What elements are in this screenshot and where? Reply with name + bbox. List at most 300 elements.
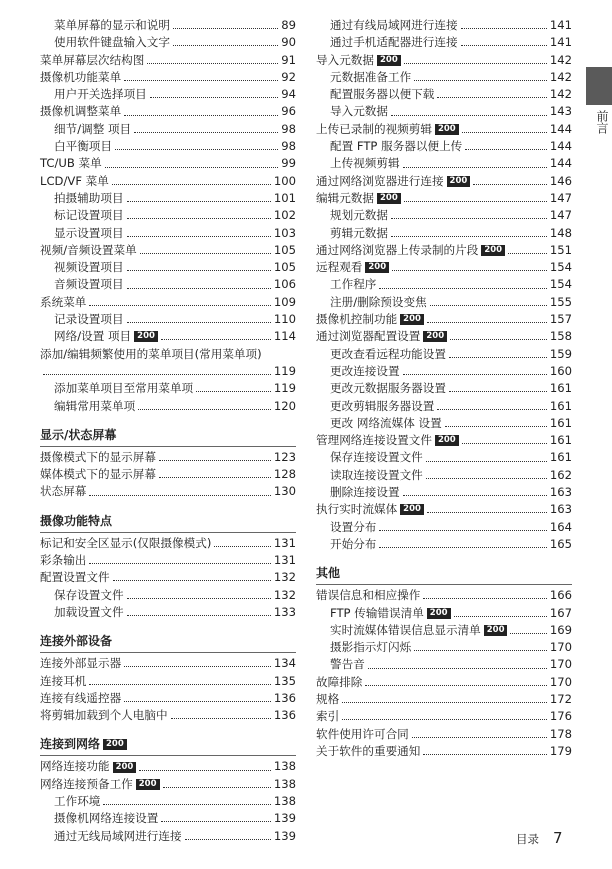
section-heading bbox=[40, 511, 296, 531]
toc-entry-label: 记录设置项目 bbox=[54, 312, 124, 327]
toc-page-number: 170 bbox=[549, 640, 572, 655]
section-heading bbox=[40, 734, 296, 754]
toc-entry[interactable] bbox=[316, 380, 572, 397]
toc-entry[interactable] bbox=[316, 86, 572, 103]
dot-leader bbox=[510, 633, 546, 634]
toc-entry[interactable] bbox=[40, 776, 296, 793]
toc-page-number: 144 bbox=[549, 121, 572, 136]
toc-entry-label: 通过有线局域网进行连接 bbox=[330, 18, 458, 32]
toc-page-number: 157 bbox=[549, 312, 572, 327]
toc-entry-label: 标记设置项目 bbox=[54, 208, 124, 223]
toc-entry-label: 保存设置文件 bbox=[54, 587, 124, 602]
model-badge: 200 bbox=[400, 504, 424, 515]
toc-entry[interactable] bbox=[316, 155, 572, 172]
toc-right-column bbox=[316, 17, 572, 760]
toc-entry[interactable] bbox=[316, 34, 572, 51]
model-badge: 200 bbox=[377, 55, 401, 66]
toc-page-number: 169 bbox=[549, 622, 572, 637]
toc-page-number: 98 bbox=[281, 139, 296, 154]
toc-entry[interactable] bbox=[40, 604, 296, 621]
toc-entry[interactable] bbox=[40, 52, 296, 69]
toc-page-number: 162 bbox=[549, 467, 572, 482]
model-badge: 200 bbox=[103, 739, 127, 750]
toc-entry[interactable] bbox=[40, 690, 296, 707]
dot-leader bbox=[473, 184, 547, 185]
dot-leader bbox=[161, 339, 271, 340]
toc-page-number: 105 bbox=[273, 260, 296, 275]
dot-leader bbox=[404, 201, 547, 202]
toc-page-number: 161 bbox=[549, 398, 572, 413]
toc-entry-label: 视频设置项目 bbox=[54, 260, 124, 275]
toc-entry-label: 编辑元数据 bbox=[316, 190, 374, 205]
toc-entry[interactable] bbox=[40, 103, 296, 120]
toc-entry-label: 网络/设置 项目 bbox=[54, 329, 132, 344]
toc-entry[interactable] bbox=[316, 587, 572, 604]
toc-page-number: 123 bbox=[273, 449, 296, 464]
toc-page-number: 160 bbox=[549, 363, 572, 378]
toc-entry[interactable] bbox=[316, 449, 572, 466]
toc-entry[interactable] bbox=[316, 207, 572, 224]
toc-entry[interactable] bbox=[316, 691, 572, 708]
toc-entry-label: 故障排除 bbox=[316, 674, 363, 689]
toc-page-number: 166 bbox=[549, 588, 572, 603]
dot-leader bbox=[138, 409, 271, 410]
dot-leader bbox=[449, 391, 547, 392]
toc-entry[interactable] bbox=[40, 276, 296, 293]
toc-entry-label: 上传已录制的视频剪辑 bbox=[316, 121, 432, 136]
toc-entry[interactable] bbox=[316, 536, 572, 553]
toc-page-number: 101 bbox=[273, 190, 296, 205]
dot-leader bbox=[127, 615, 271, 616]
model-badge: 200 bbox=[377, 193, 401, 204]
toc-entry[interactable] bbox=[316, 225, 572, 242]
toc-entry[interactable] bbox=[40, 363, 296, 380]
toc-entry-label: 细节/调整 项目 bbox=[54, 121, 132, 136]
dot-leader bbox=[414, 650, 547, 651]
toc-page-number: 110 bbox=[273, 312, 296, 327]
dot-leader bbox=[127, 322, 271, 323]
toc-entry[interactable] bbox=[40, 173, 296, 190]
toc-entry-label: 白平衡项目 bbox=[54, 139, 112, 154]
toc-entry[interactable] bbox=[40, 793, 296, 810]
toc-page-number: 142 bbox=[549, 69, 572, 84]
toc-page-number: 163 bbox=[549, 502, 572, 517]
dot-leader bbox=[173, 28, 278, 29]
model-badge: 200 bbox=[427, 608, 451, 619]
toc-entry-label: 摄像机功能菜单 bbox=[40, 69, 122, 84]
toc-entry-label: 通过网络浏览器进行连接 bbox=[316, 173, 444, 188]
toc-entry[interactable] bbox=[316, 432, 572, 449]
toc-entry[interactable] bbox=[40, 155, 296, 172]
toc-page-number: 90 bbox=[281, 35, 296, 50]
dot-leader bbox=[124, 115, 278, 116]
toc-page-number: 98 bbox=[281, 121, 296, 136]
toc-entry[interactable] bbox=[40, 758, 296, 775]
toc-page-number: 132 bbox=[273, 587, 296, 602]
toc-entry[interactable] bbox=[316, 467, 572, 484]
dot-leader bbox=[89, 563, 270, 564]
toc-entry-label: 通过浏览器配置设置 bbox=[316, 329, 421, 344]
toc-entry[interactable] bbox=[316, 17, 572, 34]
toc-entry[interactable] bbox=[40, 587, 296, 604]
toc-entry[interactable] bbox=[316, 363, 572, 380]
section-heading-text: 连接到网络 bbox=[40, 737, 101, 752]
dot-leader bbox=[404, 63, 547, 64]
dot-leader bbox=[365, 685, 546, 686]
dot-leader bbox=[412, 737, 547, 738]
toc-entry-label: TC/UB 菜单 bbox=[40, 156, 102, 171]
page-footer bbox=[516, 829, 563, 847]
toc-page-number: 92 bbox=[281, 69, 296, 84]
toc-entry[interactable] bbox=[316, 276, 572, 293]
toc-entry[interactable] bbox=[40, 294, 296, 311]
toc-entry-label: 更改 网络流媒体 设置 bbox=[330, 415, 442, 430]
dot-leader bbox=[159, 477, 271, 478]
toc-entry-label: 音频设置项目 bbox=[54, 277, 124, 292]
toc-page-number: 100 bbox=[273, 173, 296, 188]
toc-entry-label: 管理网络连接设置文件 bbox=[316, 433, 432, 448]
toc-entry[interactable] bbox=[40, 449, 296, 466]
dot-leader bbox=[103, 804, 270, 805]
toc-entry[interactable] bbox=[316, 69, 572, 86]
toc-left-column bbox=[40, 17, 296, 845]
toc-entry-label: 摄影指示灯闪烁 bbox=[330, 640, 412, 655]
toc-entry-label: 保存连接设置文件 bbox=[330, 450, 423, 465]
dot-leader bbox=[391, 218, 547, 219]
toc-page-number: 105 bbox=[273, 242, 296, 257]
toc-entry-label: 状态屏幕 bbox=[40, 484, 87, 499]
toc-page-number: 147 bbox=[549, 208, 572, 223]
toc-entry-label: 导入元数据 bbox=[316, 52, 374, 67]
toc-entry-label: 错误信息和相应操作 bbox=[316, 588, 421, 603]
section-tab-label: 前言 bbox=[595, 110, 609, 134]
toc-entry[interactable] bbox=[40, 242, 296, 259]
section-heading-text: 其他 bbox=[316, 566, 341, 581]
toc-entry-label: 更改查看远程功能设置 bbox=[330, 346, 446, 361]
toc-entry-label: 摄像机网络连接设置 bbox=[54, 811, 159, 826]
toc-page-number: 151 bbox=[549, 242, 572, 257]
dot-leader bbox=[124, 80, 278, 81]
toc-entry-label: 元数据准备工作 bbox=[330, 69, 412, 84]
toc-entry[interactable] bbox=[316, 121, 572, 138]
toc-entry[interactable] bbox=[316, 674, 572, 691]
page-number: 7 bbox=[553, 829, 563, 847]
toc-entry[interactable] bbox=[316, 103, 572, 120]
toc-entry-label: 将剪辑加载到个人电脑中 bbox=[40, 708, 168, 723]
toc-entry[interactable] bbox=[316, 52, 572, 69]
toc-entry-label: 用户开关选择项目 bbox=[54, 87, 147, 102]
dot-leader bbox=[89, 495, 270, 496]
toc-entry[interactable] bbox=[316, 656, 572, 673]
toc-page-number: 139 bbox=[273, 828, 296, 843]
toc-page-number: 114 bbox=[273, 329, 296, 344]
toc-page-number: 128 bbox=[273, 467, 296, 482]
dot-leader bbox=[89, 684, 270, 685]
toc-entry-label: 媒体模式下的显示屏幕 bbox=[40, 467, 156, 482]
toc-page-number: 132 bbox=[273, 570, 296, 585]
toc-entry[interactable] bbox=[316, 346, 572, 363]
toc-entry-label: 删除连接设置 bbox=[330, 485, 400, 500]
toc-entry-label: 网络连接功能 bbox=[40, 759, 110, 774]
dot-leader bbox=[89, 305, 270, 306]
toc-entry-label: 工作程序 bbox=[330, 277, 377, 292]
toc-page-number: 176 bbox=[549, 709, 572, 724]
toc-entry[interactable] bbox=[40, 535, 296, 552]
toc-entry-label: 网络连接预备工作 bbox=[40, 776, 133, 791]
toc-page-number: 163 bbox=[549, 485, 572, 500]
toc-page-number: 134 bbox=[273, 656, 296, 671]
toc-page-number: 99 bbox=[281, 156, 296, 171]
toc-entry-label: 视频/音频设置菜单 bbox=[40, 242, 137, 257]
toc-page-number: 135 bbox=[273, 673, 296, 688]
toc-page-number: 148 bbox=[549, 225, 572, 240]
toc-page-number: 164 bbox=[549, 519, 572, 534]
toc-entry[interactable] bbox=[316, 501, 572, 518]
toc-entry-label: 规划元数据 bbox=[330, 208, 388, 223]
toc-entry-label: 通过无线局域网进行连接 bbox=[54, 828, 182, 843]
toc-entry[interactable] bbox=[40, 483, 296, 500]
model-badge: 200 bbox=[400, 314, 424, 325]
toc-page-number: 96 bbox=[281, 104, 296, 119]
toc-entry-label: 编辑常用菜单项 bbox=[54, 398, 136, 413]
toc-entry-label: 更改元数据服务器设置 bbox=[330, 381, 446, 396]
dot-leader bbox=[127, 270, 271, 271]
toc-entry[interactable] bbox=[316, 294, 572, 311]
toc-page-number: 94 bbox=[281, 87, 296, 102]
dot-leader bbox=[454, 616, 547, 617]
footer-label: 目录 bbox=[516, 832, 539, 846]
toc-page-number: 141 bbox=[549, 18, 572, 32]
dot-leader bbox=[127, 201, 271, 202]
dot-leader bbox=[161, 821, 271, 822]
model-badge: 200 bbox=[134, 331, 158, 342]
toc-page-number: 144 bbox=[549, 156, 572, 171]
toc-entry-label: 注册/删除预设变焦 bbox=[330, 294, 427, 309]
toc-entry[interactable] bbox=[40, 138, 296, 155]
section-heading-text: 摄像功能特点 bbox=[40, 513, 113, 528]
dot-leader bbox=[450, 339, 547, 340]
toc-page-number: 142 bbox=[549, 87, 572, 102]
toc-page-number: 138 bbox=[273, 776, 296, 791]
toc-entry-label: 导入元数据 bbox=[330, 104, 388, 119]
toc-page-number: 91 bbox=[281, 52, 296, 67]
toc-entry-label: 剪辑元数据 bbox=[330, 225, 388, 240]
section-heading bbox=[316, 563, 572, 583]
dot-leader bbox=[147, 63, 278, 64]
toc-page-number: 109 bbox=[273, 294, 296, 309]
toc-entry[interactable] bbox=[316, 328, 572, 345]
toc-entry-label: 读取连接设置文件 bbox=[330, 467, 423, 482]
toc-entry-label: 警告音 bbox=[330, 657, 365, 672]
dot-leader bbox=[427, 512, 547, 513]
section-tab-marker bbox=[586, 67, 612, 105]
toc-entry[interactable] bbox=[40, 380, 296, 397]
toc-entry[interactable] bbox=[316, 484, 572, 501]
dot-leader bbox=[214, 546, 270, 547]
toc-entry[interactable] bbox=[316, 622, 572, 639]
toc-entry-label: 摄像模式下的显示屏幕 bbox=[40, 449, 156, 464]
heading-rule bbox=[40, 532, 296, 533]
dot-leader bbox=[127, 236, 271, 237]
toc-entry-label: 使用软件键盘输入文字 bbox=[54, 35, 170, 50]
toc-entry[interactable] bbox=[316, 519, 572, 536]
toc-entry-label: 配置服务器以便下载 bbox=[330, 87, 435, 102]
toc-entry[interactable] bbox=[316, 415, 572, 432]
model-badge: 200 bbox=[136, 779, 160, 790]
toc-entry[interactable] bbox=[316, 259, 572, 276]
dot-leader bbox=[43, 374, 271, 375]
toc-entry[interactable] bbox=[40, 552, 296, 569]
dot-leader bbox=[127, 218, 271, 219]
toc-page-number: 89 bbox=[281, 18, 296, 32]
toc-page-number: 146 bbox=[549, 173, 572, 188]
toc-entry-label: 连接有线遥控器 bbox=[40, 690, 122, 705]
toc-entry[interactable] bbox=[40, 569, 296, 586]
toc-entry-label: 索引 bbox=[316, 709, 340, 724]
toc-entry[interactable] bbox=[40, 810, 296, 827]
toc-entry-label: 规格 bbox=[316, 691, 340, 706]
toc-page-number: 161 bbox=[549, 415, 572, 430]
toc-entry-label: FTP 传输错误清单 bbox=[330, 605, 424, 620]
dot-leader bbox=[342, 702, 547, 703]
dot-leader bbox=[462, 443, 547, 444]
toc-entry[interactable] bbox=[316, 173, 572, 190]
model-badge: 200 bbox=[481, 245, 505, 256]
heading-rule bbox=[40, 446, 296, 447]
toc-entry[interactable] bbox=[316, 726, 572, 743]
dot-leader bbox=[403, 495, 547, 496]
toc-entry-label: 配置 FTP 服务器以便上传 bbox=[330, 139, 463, 154]
toc-entry-label: 更改剪辑服务器设置 bbox=[330, 398, 435, 413]
toc-page-number: 161 bbox=[549, 381, 572, 396]
toc-entry[interactable] bbox=[316, 639, 572, 656]
dot-leader bbox=[445, 426, 547, 427]
toc-entry[interactable] bbox=[40, 828, 296, 845]
toc-entry[interactable] bbox=[40, 225, 296, 242]
toc-entry[interactable] bbox=[40, 69, 296, 86]
toc-page-number: 139 bbox=[273, 811, 296, 826]
model-badge: 200 bbox=[484, 625, 508, 636]
toc-entry[interactable] bbox=[316, 242, 572, 259]
toc-entry[interactable] bbox=[40, 190, 296, 207]
toc-entry-label: 连接耳机 bbox=[40, 673, 87, 688]
toc-entry-label: 摄像机控制功能 bbox=[316, 312, 398, 327]
toc-entry[interactable] bbox=[40, 707, 296, 724]
dot-leader bbox=[127, 598, 271, 599]
toc-page-number: 172 bbox=[549, 691, 572, 706]
dot-leader bbox=[461, 28, 547, 29]
toc-entry-label: 添加/编辑频繁使用的菜单项目(常用菜单项) bbox=[40, 346, 262, 361]
toc-page-number: 136 bbox=[273, 690, 296, 705]
toc-page-number: 138 bbox=[273, 759, 296, 774]
toc-entry[interactable] bbox=[40, 86, 296, 103]
dot-leader bbox=[140, 253, 271, 254]
toc-entry-label: 远程观看 bbox=[316, 260, 363, 275]
dot-leader bbox=[113, 580, 271, 581]
toc-entry-label: 实时流媒体错误信息显示清单 bbox=[330, 622, 481, 637]
toc-page-number: 131 bbox=[273, 535, 296, 550]
dot-leader bbox=[134, 132, 278, 133]
section-heading-text: 连接外部设备 bbox=[40, 634, 113, 649]
toc-page-number: 167 bbox=[549, 605, 572, 620]
toc-entry[interactable] bbox=[316, 190, 572, 207]
toc-entry[interactable] bbox=[40, 34, 296, 51]
toc-page-number: 130 bbox=[273, 484, 296, 499]
dot-leader bbox=[342, 719, 547, 720]
toc-page-number: 119 bbox=[273, 363, 296, 378]
model-badge: 200 bbox=[435, 435, 459, 446]
toc-entry-label: 关于软件的重要通知 bbox=[316, 743, 421, 758]
toc-page-number: 161 bbox=[549, 450, 572, 465]
toc-entry[interactable] bbox=[40, 311, 296, 328]
toc-page-number: 103 bbox=[273, 225, 296, 240]
toc-entry[interactable] bbox=[40, 17, 296, 34]
toc-entry[interactable] bbox=[40, 259, 296, 276]
toc-entry-multiline[interactable] bbox=[40, 346, 296, 363]
toc-page-number: 179 bbox=[549, 743, 572, 758]
section-heading bbox=[40, 631, 296, 651]
toc-entry-label: 系统菜单 bbox=[40, 294, 87, 309]
toc-entry[interactable] bbox=[40, 655, 296, 672]
toc-entry-label: LCD/VF 菜单 bbox=[40, 173, 109, 188]
toc-entry[interactable] bbox=[40, 328, 296, 345]
toc-entry-label: 菜单屏幕层次结构图 bbox=[40, 52, 145, 67]
dot-leader bbox=[124, 666, 271, 667]
toc-page-number: 133 bbox=[273, 604, 296, 619]
toc-entry-label: 摄像机调整菜单 bbox=[40, 104, 122, 119]
toc-page-number: 178 bbox=[549, 726, 572, 741]
dot-leader bbox=[150, 97, 278, 98]
toc-page-number: 161 bbox=[549, 433, 572, 448]
toc-entry[interactable] bbox=[40, 207, 296, 224]
dot-leader bbox=[461, 45, 547, 46]
toc-entry[interactable] bbox=[40, 466, 296, 483]
dot-leader bbox=[127, 288, 271, 289]
toc-entry[interactable] bbox=[316, 605, 572, 622]
toc-entry[interactable] bbox=[316, 398, 572, 415]
toc-entry[interactable] bbox=[316, 138, 572, 155]
dot-leader bbox=[173, 45, 278, 46]
toc-entry[interactable] bbox=[40, 398, 296, 415]
toc-entry[interactable] bbox=[40, 673, 296, 690]
toc-page-number: 154 bbox=[549, 277, 572, 292]
toc-entry-label: 显示设置项目 bbox=[54, 225, 124, 240]
model-badge: 200 bbox=[113, 762, 137, 773]
dot-leader bbox=[391, 115, 547, 116]
toc-page-number: 143 bbox=[549, 104, 572, 119]
model-badge: 200 bbox=[447, 176, 471, 187]
toc-entry[interactable] bbox=[316, 708, 572, 725]
toc-page-number: 106 bbox=[273, 277, 296, 292]
toc-entry[interactable] bbox=[316, 743, 572, 760]
heading-rule bbox=[40, 652, 296, 653]
dot-leader bbox=[423, 598, 547, 599]
dot-leader bbox=[124, 701, 271, 702]
dot-leader bbox=[423, 754, 547, 755]
dot-leader bbox=[426, 461, 547, 462]
model-badge: 200 bbox=[423, 331, 447, 342]
dot-leader bbox=[508, 253, 547, 254]
model-badge: 200 bbox=[365, 262, 389, 273]
dot-leader bbox=[379, 288, 546, 289]
toc-entry[interactable] bbox=[316, 311, 572, 328]
toc-entry[interactable] bbox=[40, 121, 296, 138]
toc-page-number: 147 bbox=[549, 190, 572, 205]
toc-page-number: 165 bbox=[549, 536, 572, 551]
dot-leader bbox=[368, 668, 547, 669]
dot-leader bbox=[391, 236, 547, 237]
toc-page-number: 154 bbox=[549, 260, 572, 275]
